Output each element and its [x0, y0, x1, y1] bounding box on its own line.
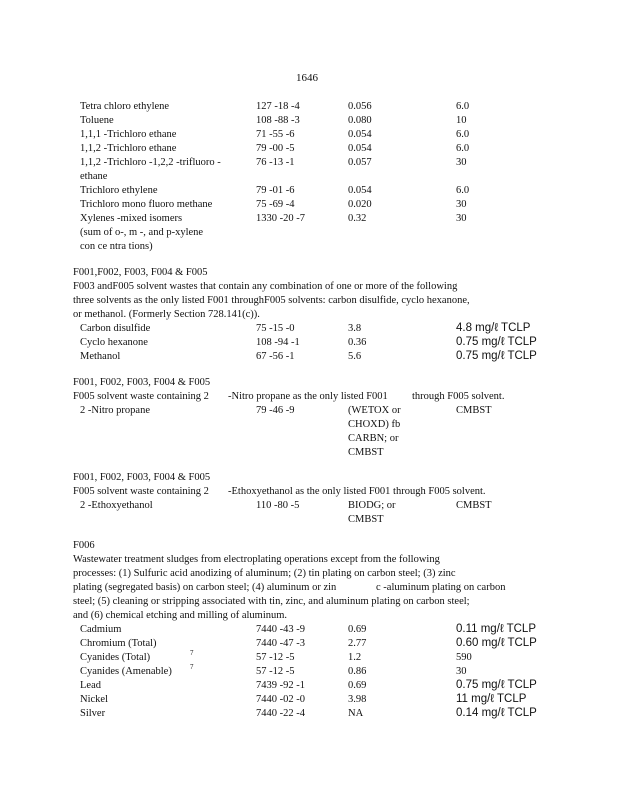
table-row — [0, 114, 618, 128]
wastewater-value: 0.057 — [348, 157, 372, 168]
constituent-name: Trichloro ethylene — [80, 185, 158, 196]
constituent-name: 2 -Ethoxyethanol — [80, 500, 153, 511]
table-row-continued — [0, 432, 618, 446]
section-description: F005 solvent waste containing 2 — [73, 391, 209, 402]
cas-number: 57 -12 -5 — [256, 666, 295, 677]
nonwastewater-value: CMBST — [456, 500, 492, 511]
table-row — [0, 637, 618, 651]
table-row — [0, 623, 618, 637]
nonwastewater-value: 0.14 mg/ℓ TCLP — [456, 707, 537, 719]
constituent-name: Silver — [80, 708, 106, 719]
table-row-continued — [0, 446, 618, 460]
table-row — [0, 707, 618, 721]
wastewater-value: 0.86 — [348, 666, 367, 677]
table-row-continued — [0, 418, 618, 432]
page-number: 1646 — [296, 72, 318, 84]
cas-number: 79 -00 -5 — [256, 143, 295, 154]
cas-number: 75 -69 -4 — [256, 199, 295, 210]
nonwastewater-value: 11 mg/ℓ TCLP — [456, 693, 527, 705]
table-row — [0, 665, 618, 679]
wastewater-value: 0.36 — [348, 337, 367, 348]
nonwastewater-value: 10 — [456, 115, 467, 126]
nonwastewater-value: 590 — [456, 652, 472, 663]
section-heading: F006 — [73, 540, 95, 551]
constituent-name: Cyanides (Amenable) — [80, 666, 172, 677]
table-row — [0, 156, 618, 170]
section-description: steel; (5) cleaning or stripping associated with tin, zinc, and aluminum plating on carbon steel; — [73, 596, 470, 607]
constituent-name: Xylenes -mixed isomers — [80, 213, 183, 224]
wastewater-value: 0.080 — [348, 115, 372, 126]
constituent-name: Toluene — [80, 115, 114, 126]
table-row — [0, 404, 618, 418]
table-row — [0, 693, 618, 707]
nonwastewater-value: 6.0 — [456, 101, 470, 112]
cas-number: 7439 -92 -1 — [256, 680, 305, 691]
nonwastewater-value: 4.8 mg/ℓ TCLP — [456, 322, 531, 334]
section-description: or methanol. (Formerly Section 728.141(c)). — [73, 309, 260, 320]
cas-number: 57 -12 -5 — [256, 652, 295, 663]
constituent-name: Lead — [80, 680, 101, 691]
wastewater-value: 5.6 — [348, 351, 362, 362]
cas-number: 67 -56 -1 — [256, 351, 295, 362]
cas-number: 7440 -47 -3 — [256, 638, 305, 649]
nonwastewater-value: 0.75 mg/ℓ TCLP — [456, 679, 537, 691]
cas-number: 79 -46 -9 — [256, 405, 295, 416]
nonwastewater-value: 0.75 mg/ℓ TCLP — [456, 350, 537, 362]
cas-number: 108 -94 -1 — [256, 337, 300, 348]
constituent-name: (sum of o-, m -, and p-xylene — [80, 227, 204, 238]
wastewater-value: CMBST — [348, 514, 384, 525]
table-row — [0, 336, 618, 350]
section-heading: F001, F002, F003, F004 & F005 — [73, 472, 211, 483]
footnote-marker: 7 — [190, 649, 194, 657]
nonwastewater-value: 6.0 — [456, 143, 470, 154]
constituent-name: Cadmium — [80, 624, 122, 635]
nonwastewater-value: 0.11 mg/ℓ TCLP — [456, 623, 536, 635]
constituent-name: con ce ntra tions) — [80, 241, 153, 252]
constituent-name: Tetra chloro ethylene — [80, 101, 170, 112]
wastewater-value: CMBST — [348, 447, 384, 458]
wastewater-value: 0.054 — [348, 129, 372, 140]
section-description: and (6) chemical etching and milling of aluminum. — [73, 610, 288, 621]
cas-number: 7440 -43 -9 — [256, 624, 305, 635]
table-row — [0, 240, 618, 254]
section-description-continued: -Ethoxyethanol as the only listed F001 through F005 solvent. — [228, 486, 486, 497]
wastewater-value: 0.054 — [348, 185, 372, 196]
nonwastewater-value: 0.75 mg/ℓ TCLP — [456, 336, 537, 348]
table-row — [0, 128, 618, 142]
table-row — [0, 651, 618, 665]
table-row — [0, 100, 618, 114]
wastewater-value: 0.69 — [348, 680, 367, 691]
table-row — [0, 212, 618, 226]
table-row — [0, 350, 618, 364]
section-description: F005 solvent waste containing 2 — [73, 486, 209, 497]
wastewater-value: 3.98 — [348, 694, 367, 705]
section-description: three solvents as the only listed F001 throughF005 solvents: carbon disulfide, cyclo hexanone, — [73, 295, 470, 306]
cas-number: 7440 -02 -0 — [256, 694, 305, 705]
section-description-continued: -Nitro propane as the only listed F001 — [228, 391, 388, 402]
table-row — [0, 198, 618, 212]
nonwastewater-value: 30 — [456, 213, 467, 224]
constituent-name: 2 -Nitro propane — [80, 405, 150, 416]
table-row — [0, 170, 618, 184]
wastewater-value: CARBN; or — [348, 433, 399, 444]
section-heading: F001,F002, F003, F004 & F005 — [73, 267, 208, 278]
cas-number: 7440 -22 -4 — [256, 708, 305, 719]
wastewater-value: 0.054 — [348, 143, 372, 154]
cas-number: 75 -15 -0 — [256, 323, 295, 334]
wastewater-value: 2.77 — [348, 638, 367, 649]
constituent-name: Methanol — [80, 351, 121, 362]
nonwastewater-value: 6.0 — [456, 129, 470, 140]
constituent-name: ethane — [80, 171, 108, 182]
table-row — [0, 142, 618, 156]
section-description: Wastewater treatment sludges from electroplating operations except from the following — [73, 554, 440, 565]
wastewater-value: 0.020 — [348, 199, 372, 210]
section-description-continued: c -aluminum plating on carbon — [376, 582, 506, 593]
wastewater-value: 0.32 — [348, 213, 367, 224]
section-description: plating (segregated basis) on carbon steel; (4) aluminum or zin — [73, 582, 337, 593]
cas-number: 71 -55 -6 — [256, 129, 295, 140]
constituent-name: 1,1,2 -Trichloro ethane — [80, 143, 177, 154]
section-description-end: through F005 solvent. — [412, 391, 505, 402]
nonwastewater-value: 6.0 — [456, 185, 470, 196]
wastewater-value: (WETOX or — [348, 405, 401, 416]
constituent-name: Cyanides (Total) — [80, 652, 151, 663]
table-row-continued — [0, 513, 618, 527]
table-row — [0, 184, 618, 198]
constituent-name: 1,1,2 -Trichloro -1,2,2 -trifluoro - — [80, 157, 221, 168]
cas-number: 127 -18 -4 — [256, 101, 300, 112]
table-row — [0, 679, 618, 693]
constituent-name: Chromium (Total) — [80, 638, 157, 649]
table-row — [0, 499, 618, 513]
cas-number: 79 -01 -6 — [256, 185, 295, 196]
wastewater-value: BIODG; or — [348, 500, 396, 511]
wastewater-value: 3.8 — [348, 323, 362, 334]
nonwastewater-value: 30 — [456, 199, 467, 210]
constituent-name: Trichloro mono fluoro methane — [80, 199, 213, 210]
nonwastewater-value: 30 — [456, 666, 467, 677]
table-row — [0, 322, 618, 336]
wastewater-value: CHOXD) fb — [348, 419, 401, 430]
constituent-name: Cyclo hexanone — [80, 337, 148, 348]
constituent-name: Carbon disulfide — [80, 323, 151, 334]
nonwastewater-value: CMBST — [456, 405, 492, 416]
nonwastewater-value: 30 — [456, 157, 467, 168]
nonwastewater-value: 0.60 mg/ℓ TCLP — [456, 637, 537, 649]
wastewater-value: 0.69 — [348, 624, 367, 635]
cas-number: 108 -88 -3 — [256, 115, 300, 126]
section-description: F003 andF005 solvent wastes that contain any combination of one or more of the following — [73, 281, 458, 292]
constituent-name: Nickel — [80, 694, 108, 705]
cas-number: 110 -80 -5 — [256, 500, 300, 511]
constituent-name: 1,1,1 -Trichloro ethane — [80, 129, 177, 140]
cas-number: 1330 -20 -7 — [256, 213, 305, 224]
wastewater-value: NA — [348, 708, 364, 719]
table-row — [0, 226, 618, 240]
section-description: processes: (1) Sulfuric acid anodizing of aluminum; (2) tin plating on carbon steel; (3) zinc — [73, 568, 456, 579]
wastewater-value: 1.2 — [348, 652, 362, 663]
footnote-marker: 7 — [190, 663, 194, 671]
section-heading: F001, F002, F003, F004 & F005 — [73, 377, 211, 388]
cas-number: 76 -13 -1 — [256, 157, 295, 168]
wastewater-value: 0.056 — [348, 101, 372, 112]
